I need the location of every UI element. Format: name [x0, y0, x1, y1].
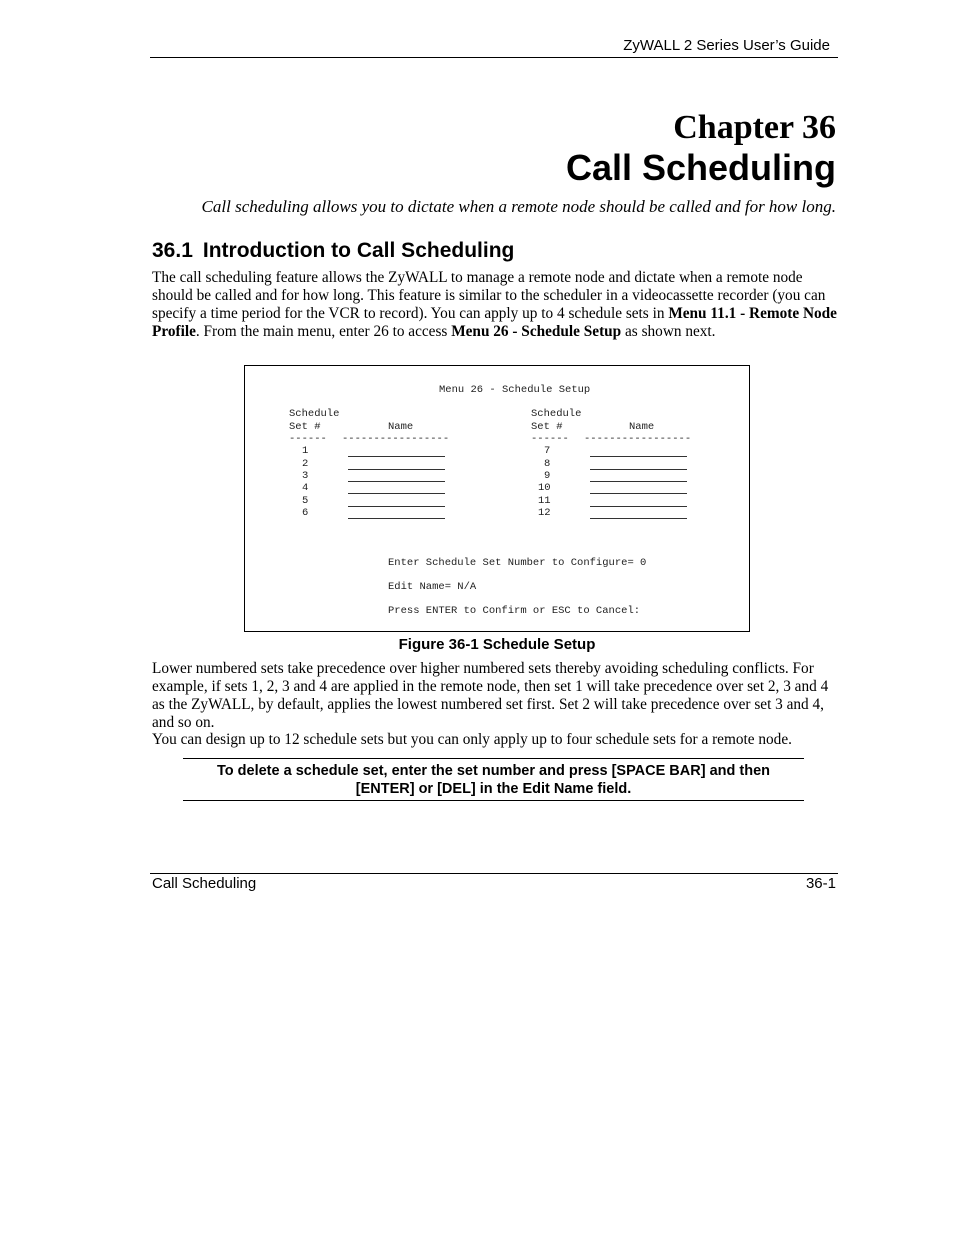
menu-remote-node-profile-ref: Menu 11.1 - Remote Node Profile [152, 305, 837, 340]
paragraph-intro [152, 269, 842, 341]
left-name-field [348, 469, 445, 470]
paragraph-intro-part2: . From the main menu, enter 26 to access [195, 323, 452, 340]
left-name-field [348, 493, 445, 494]
left-set-number: 3 [302, 470, 309, 482]
left-name-field [348, 456, 445, 457]
right-set-number: 8 [544, 458, 551, 470]
right-set-number: 7 [544, 445, 551, 457]
header-rule [150, 57, 838, 58]
note-line-2: [ENTER] or [DEL] in the Edit Name field. [355, 781, 632, 797]
left-dash-set: ------ [289, 433, 327, 445]
paragraph-intro-part1: The call scheduling feature allows the ZyWALL to manage a remote node and dictate when a remote node should be called and for how long. This feature is similar to the scheduler in a videocassette recorder (you can specify a time period for the VCR to record). You can apply up to 4 schedule sets in [152, 269, 826, 322]
chapter-number: Chapter 36 [673, 109, 836, 146]
note-line-1: To delete a schedule set, enter the set number and press [SPACE BAR] and then [217, 763, 770, 779]
paragraph-precedence: Lower numbered sets take precedence over higher numbered sets thereby avoiding scheduling conflicts. For example, if sets 1, 2, 3 and 4 are applied in the remote node, then set 1 will take precedence over set 2, 3 and 4 as the ZyWALL, by default, applies the lowest numbered set first. Set 2 will take precedence over set 3 and 4, and so on. [152, 660, 829, 731]
left-name-field [348, 481, 445, 482]
menu-title: Menu 26 - Schedule Setup [439, 384, 591, 396]
menu-schedule-setup-ref: Menu 26 - Schedule Setup [451, 323, 622, 340]
right-set-number: 11 [538, 495, 551, 507]
section-title: Introduction to Call Scheduling [202, 239, 515, 262]
left-header-name: Name [388, 421, 414, 433]
prompt-edit-name: Edit Name= N/A [388, 581, 477, 593]
section-number: 36.1 [152, 239, 193, 262]
right-header-schedule: Schedule [531, 408, 582, 420]
left-header-schedule: Schedule [289, 408, 340, 420]
right-name-field [590, 481, 687, 482]
paragraph-limit: You can design up to 12 schedule sets but you can only apply up to four schedule sets for a remote node. [152, 731, 792, 748]
right-set-number: 12 [538, 507, 551, 519]
right-name-field [590, 456, 687, 457]
right-dash-name: ----------------- [584, 433, 692, 445]
prompt-configure: Enter Schedule Set Number to Configure= 0 [388, 557, 647, 569]
footer-chapter-name: Call Scheduling [152, 875, 257, 892]
right-name-field [590, 518, 687, 519]
note-box [183, 758, 804, 801]
figure-caption: Figure 36-1 Schedule Setup [398, 636, 596, 653]
right-name-field [590, 506, 687, 507]
running-header: ZyWALL 2 Series User’s Guide [623, 37, 830, 54]
left-set-number: 2 [302, 458, 309, 470]
footer-page-number: 36-1 [805, 875, 836, 892]
left-set-number: 4 [302, 482, 309, 494]
left-set-number: 1 [302, 445, 309, 457]
right-name-field [590, 469, 687, 470]
left-set-number: 6 [302, 507, 309, 519]
left-header-set: Set # [289, 421, 321, 433]
right-header-set: Set # [531, 421, 563, 433]
right-dash-set: ------ [531, 433, 569, 445]
right-name-field [590, 493, 687, 494]
prompt-confirm: Press ENTER to Confirm or ESC to Cancel: [388, 605, 641, 617]
right-set-number: 9 [544, 470, 551, 482]
left-set-number: 5 [302, 495, 309, 507]
left-dash-name: ----------------- [342, 433, 450, 445]
chapter-intro: Call scheduling allows you to dictate when a remote node should be called and for how long. [201, 197, 836, 216]
right-header-name: Name [629, 421, 655, 433]
right-set-number: 10 [538, 482, 551, 494]
footer-rule [150, 873, 838, 874]
left-name-field [348, 506, 445, 507]
paragraph-intro-part3: as shown next. [621, 323, 716, 340]
section-heading [152, 239, 514, 263]
chapter-title: Call Scheduling [565, 147, 836, 188]
schedule-setup-figure [244, 365, 750, 632]
left-name-field [348, 518, 445, 519]
